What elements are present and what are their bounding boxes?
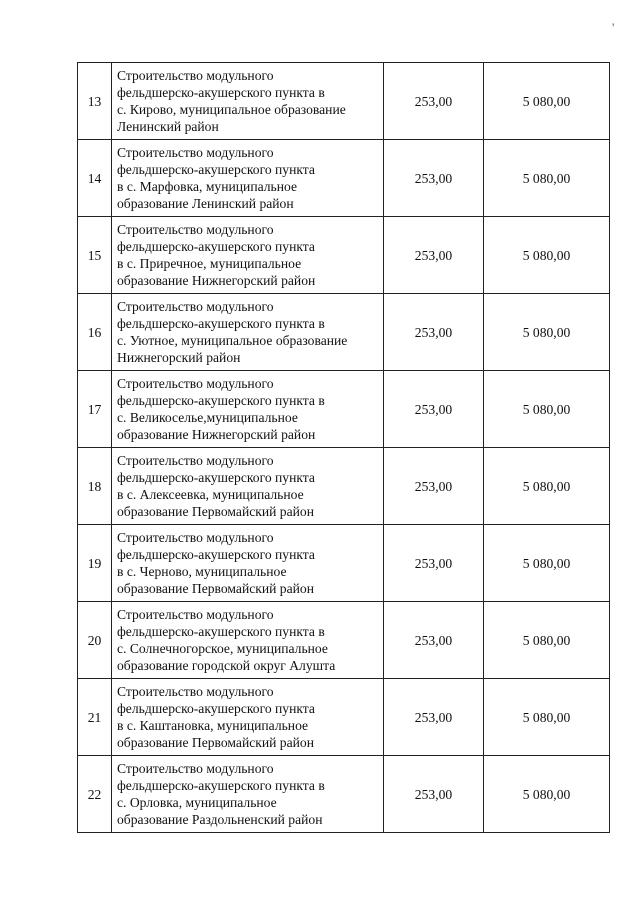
cost-value: 5 080,00 <box>484 602 610 679</box>
description-line: Строительство модульного <box>117 607 274 622</box>
row-number: 20 <box>78 602 112 679</box>
description-line: образование Нижнегорский район <box>117 273 316 288</box>
row-number: 14 <box>78 140 112 217</box>
description-line: образование Нижнегорский район <box>117 427 316 442</box>
table-row <box>78 217 610 294</box>
description-line: фельдшерско-акушерского пункта <box>117 547 315 562</box>
description-line: Нижнегорский район <box>117 350 241 365</box>
row-number: 21 <box>78 679 112 756</box>
table-row <box>78 63 610 140</box>
row-number: 15 <box>78 217 112 294</box>
description-line: Строительство модульного <box>117 376 274 391</box>
cost-value: 5 080,00 <box>484 448 610 525</box>
quantity-value: 253,00 <box>384 756 484 833</box>
quantity-value: 253,00 <box>384 294 484 371</box>
row-number: 19 <box>78 525 112 602</box>
description-line: в с. Черново, муниципальное <box>117 564 287 579</box>
description-line: в с. Алексеевка, муниципальное <box>117 487 304 502</box>
description-line: фельдшерско-акушерского пункта <box>117 470 315 485</box>
description-line: в с. Каштановка, муниципальное <box>117 718 309 733</box>
description-line: в с. Приречное, муниципальное <box>117 256 302 271</box>
cost-value: 5 080,00 <box>484 371 610 448</box>
quantity-value: 253,00 <box>384 602 484 679</box>
description-line: Строительство модульного <box>117 453 274 468</box>
description-line: фельдшерско-акушерского пункта в <box>117 778 325 793</box>
description-line: с. Кирово, муниципальное образование <box>117 102 346 117</box>
description-line: с. Уютное, муниципальное образование <box>117 333 348 348</box>
project-description <box>112 525 384 602</box>
table-row <box>78 525 610 602</box>
cost-value: 5 080,00 <box>484 679 610 756</box>
description-line: с. Великоселье,муниципальное <box>117 410 298 425</box>
cost-value: 5 080,00 <box>484 756 610 833</box>
description-line: Строительство модульного <box>117 68 274 83</box>
projects-table <box>77 62 610 833</box>
description-line: образование Ленинский район <box>117 196 294 211</box>
description-line: с. Орловка, муниципальное <box>117 795 277 810</box>
description-line: Строительство модульного <box>117 222 274 237</box>
description-line: образование Первомайский район <box>117 581 314 596</box>
projects-table-body <box>78 63 610 833</box>
description-line: Ленинский район <box>117 119 219 134</box>
project-description <box>112 756 384 833</box>
table-row <box>78 140 610 217</box>
project-description <box>112 217 384 294</box>
cost-value: 5 080,00 <box>484 140 610 217</box>
description-line: образование городской округ Алушта <box>117 658 336 673</box>
description-line: Строительство модульного <box>117 684 274 699</box>
row-number: 16 <box>78 294 112 371</box>
description-line: Строительство модульного <box>117 145 274 160</box>
cost-value: 5 080,00 <box>484 217 610 294</box>
table-row <box>78 448 610 525</box>
quantity-value: 253,00 <box>384 448 484 525</box>
description-line: в с. Марфовка, муниципальное <box>117 179 297 194</box>
project-description <box>112 63 384 140</box>
description-line: фельдшерско-акушерского пункта в <box>117 624 325 639</box>
quantity-value: 253,00 <box>384 63 484 140</box>
row-number: 18 <box>78 448 112 525</box>
description-line: фельдшерско-акушерского пункта <box>117 701 315 716</box>
project-description <box>112 602 384 679</box>
quantity-value: 253,00 <box>384 371 484 448</box>
row-number: 13 <box>78 63 112 140</box>
quantity-value: 253,00 <box>384 140 484 217</box>
quantity-value: 253,00 <box>384 679 484 756</box>
table-row <box>78 602 610 679</box>
description-line: Строительство модульного <box>117 530 274 545</box>
description-line: образование Первомайский район <box>117 504 314 519</box>
description-line: образование Первомайский район <box>117 735 314 750</box>
table-row <box>78 371 610 448</box>
table-row <box>78 679 610 756</box>
table-row <box>78 294 610 371</box>
description-line: образование Раздольненский район <box>117 812 323 827</box>
project-description <box>112 371 384 448</box>
cost-value: 5 080,00 <box>484 525 610 602</box>
description-line: Строительство модульного <box>117 761 274 776</box>
row-number: 22 <box>78 756 112 833</box>
description-line: фельдшерско-акушерского пункта в <box>117 316 325 331</box>
description-line: фельдшерско-акушерского пункта <box>117 239 315 254</box>
quantity-value: 253,00 <box>384 217 484 294</box>
cost-value: 5 080,00 <box>484 63 610 140</box>
description-line: с. Солнечногорское, муниципальное <box>117 641 328 656</box>
description-line: фельдшерско-акушерского пункта в <box>117 85 325 100</box>
description-line: фельдшерско-акушерского пункта в <box>117 393 325 408</box>
project-description <box>112 448 384 525</box>
quantity-value: 253,00 <box>384 525 484 602</box>
table-row <box>78 756 610 833</box>
project-description <box>112 140 384 217</box>
description-line: фельдшерско-акушерского пункта <box>117 162 315 177</box>
project-description <box>112 679 384 756</box>
cost-value: 5 080,00 <box>484 294 610 371</box>
row-number: 17 <box>78 371 112 448</box>
project-description <box>112 294 384 371</box>
description-line: Строительство модульного <box>117 299 274 314</box>
page-mark: ' <box>612 20 615 35</box>
